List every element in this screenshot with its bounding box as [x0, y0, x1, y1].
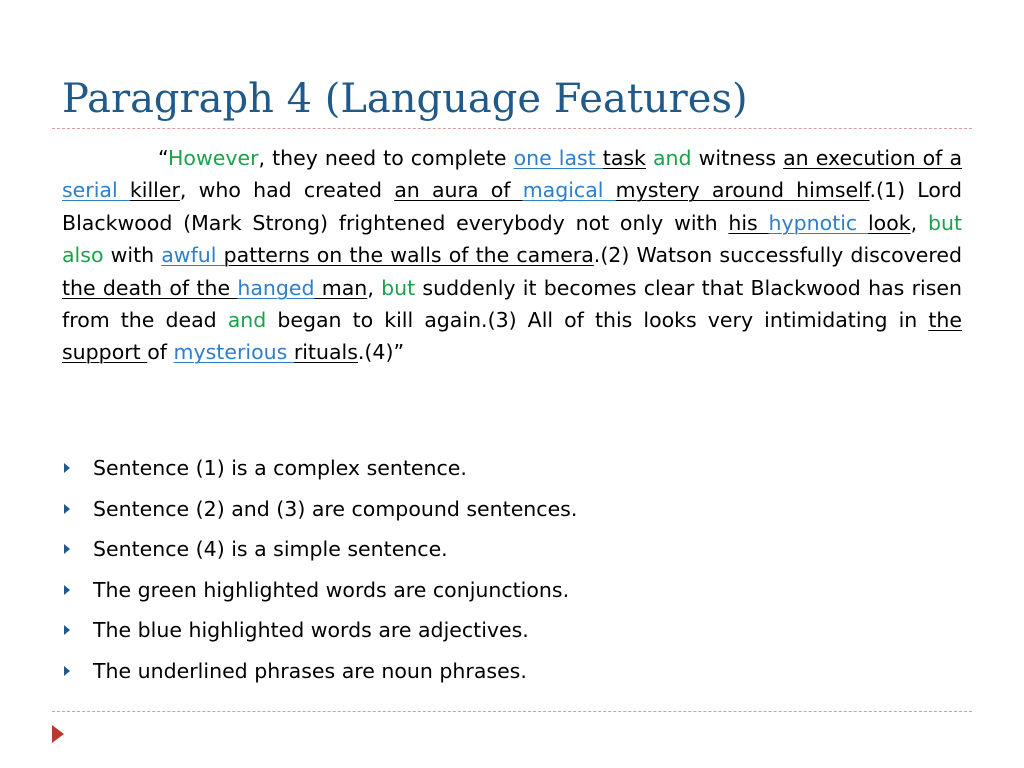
triangle-right-icon	[64, 585, 70, 595]
text-run: .(2) Watson successfully discovered	[593, 243, 962, 268]
bullet-text: Sentence (4) is a simple sentence.	[93, 537, 448, 562]
text-run: with	[103, 243, 162, 268]
list-item	[62, 529, 962, 570]
text-run: began to kill again.(3) All of this looks very intimidating in	[266, 308, 929, 333]
text-run: , they need to complete	[258, 146, 514, 170]
triangle-right-icon	[64, 625, 70, 635]
noun-phrase: killer	[129, 178, 180, 203]
noun-phrase: the death of the	[62, 275, 238, 300]
text-run: witness	[691, 146, 784, 170]
bullet-text: The blue highlighted words are adjectives.	[93, 618, 529, 643]
bullet-list	[62, 448, 962, 692]
adjective-word: hypnotic	[768, 210, 868, 235]
text-run: ,	[910, 210, 928, 235]
list-item	[62, 570, 962, 611]
noun-phrase: an aura of	[394, 178, 523, 203]
list-item	[62, 610, 962, 651]
triangle-right-icon	[64, 463, 70, 473]
triangle-right-icon	[64, 666, 70, 676]
adjective-word: mysterious	[173, 340, 294, 365]
triangle-right-icon	[64, 544, 70, 554]
noun-phrase: task	[602, 146, 646, 170]
bottom-divider	[52, 711, 972, 712]
noun-phrase: rituals	[293, 340, 358, 365]
adjective-word: serial	[62, 178, 130, 203]
bullet-text: Sentence (2) and (3) are compound sentences.	[93, 496, 578, 521]
noun-phrase: an execution of a	[783, 146, 963, 170]
bullet-text: The green highlighted words are conjunctions.	[93, 577, 570, 602]
top-divider	[52, 128, 972, 129]
text-run: .(1) Lord Blackwood (Mark Strong) frightened everybody not only with	[62, 178, 962, 235]
triangle-right-icon	[64, 504, 70, 514]
text-run: ,	[367, 275, 382, 300]
noun-phrase: mystery around himself	[615, 178, 870, 203]
noun-phrase: the support	[62, 308, 962, 365]
noun-phrase: patterns on the walls of the camera	[223, 243, 594, 268]
adjective-word: awful	[161, 243, 224, 268]
noun-phrase: look	[867, 210, 911, 235]
list-item	[62, 448, 962, 489]
noun-phrase: his	[728, 210, 769, 235]
bullet-text: Sentence (1) is a complex sentence.	[93, 456, 467, 480]
adjective-word: hanged	[237, 275, 315, 300]
conjunction-word: However	[168, 146, 259, 170]
list-item	[62, 489, 962, 530]
corner-triangle-icon	[52, 725, 64, 743]
adjective-phrase: one last	[513, 146, 603, 170]
quoted-paragraph	[62, 142, 962, 369]
text-run	[646, 146, 653, 170]
text-run: suddenly it becomes clear that Blackwood has risen from the dead	[62, 275, 962, 333]
text-run: “	[158, 146, 168, 170]
bullet-text: The underlined phrases are noun phrases.	[93, 658, 527, 683]
noun-phrase: man	[314, 275, 368, 300]
text-run: .(4)”	[357, 340, 405, 365]
text-run: of	[147, 340, 174, 365]
conjunction-word: and	[227, 308, 267, 333]
slide-title: Paragraph 4 (Language Features)	[62, 76, 748, 122]
text-run: , who had created	[179, 178, 395, 203]
conjunction-word: but also	[62, 210, 962, 268]
conjunction-word: but	[381, 275, 416, 300]
list-item	[62, 651, 962, 692]
adjective-word: magical	[522, 178, 616, 203]
conjunction-word: and	[652, 146, 692, 170]
